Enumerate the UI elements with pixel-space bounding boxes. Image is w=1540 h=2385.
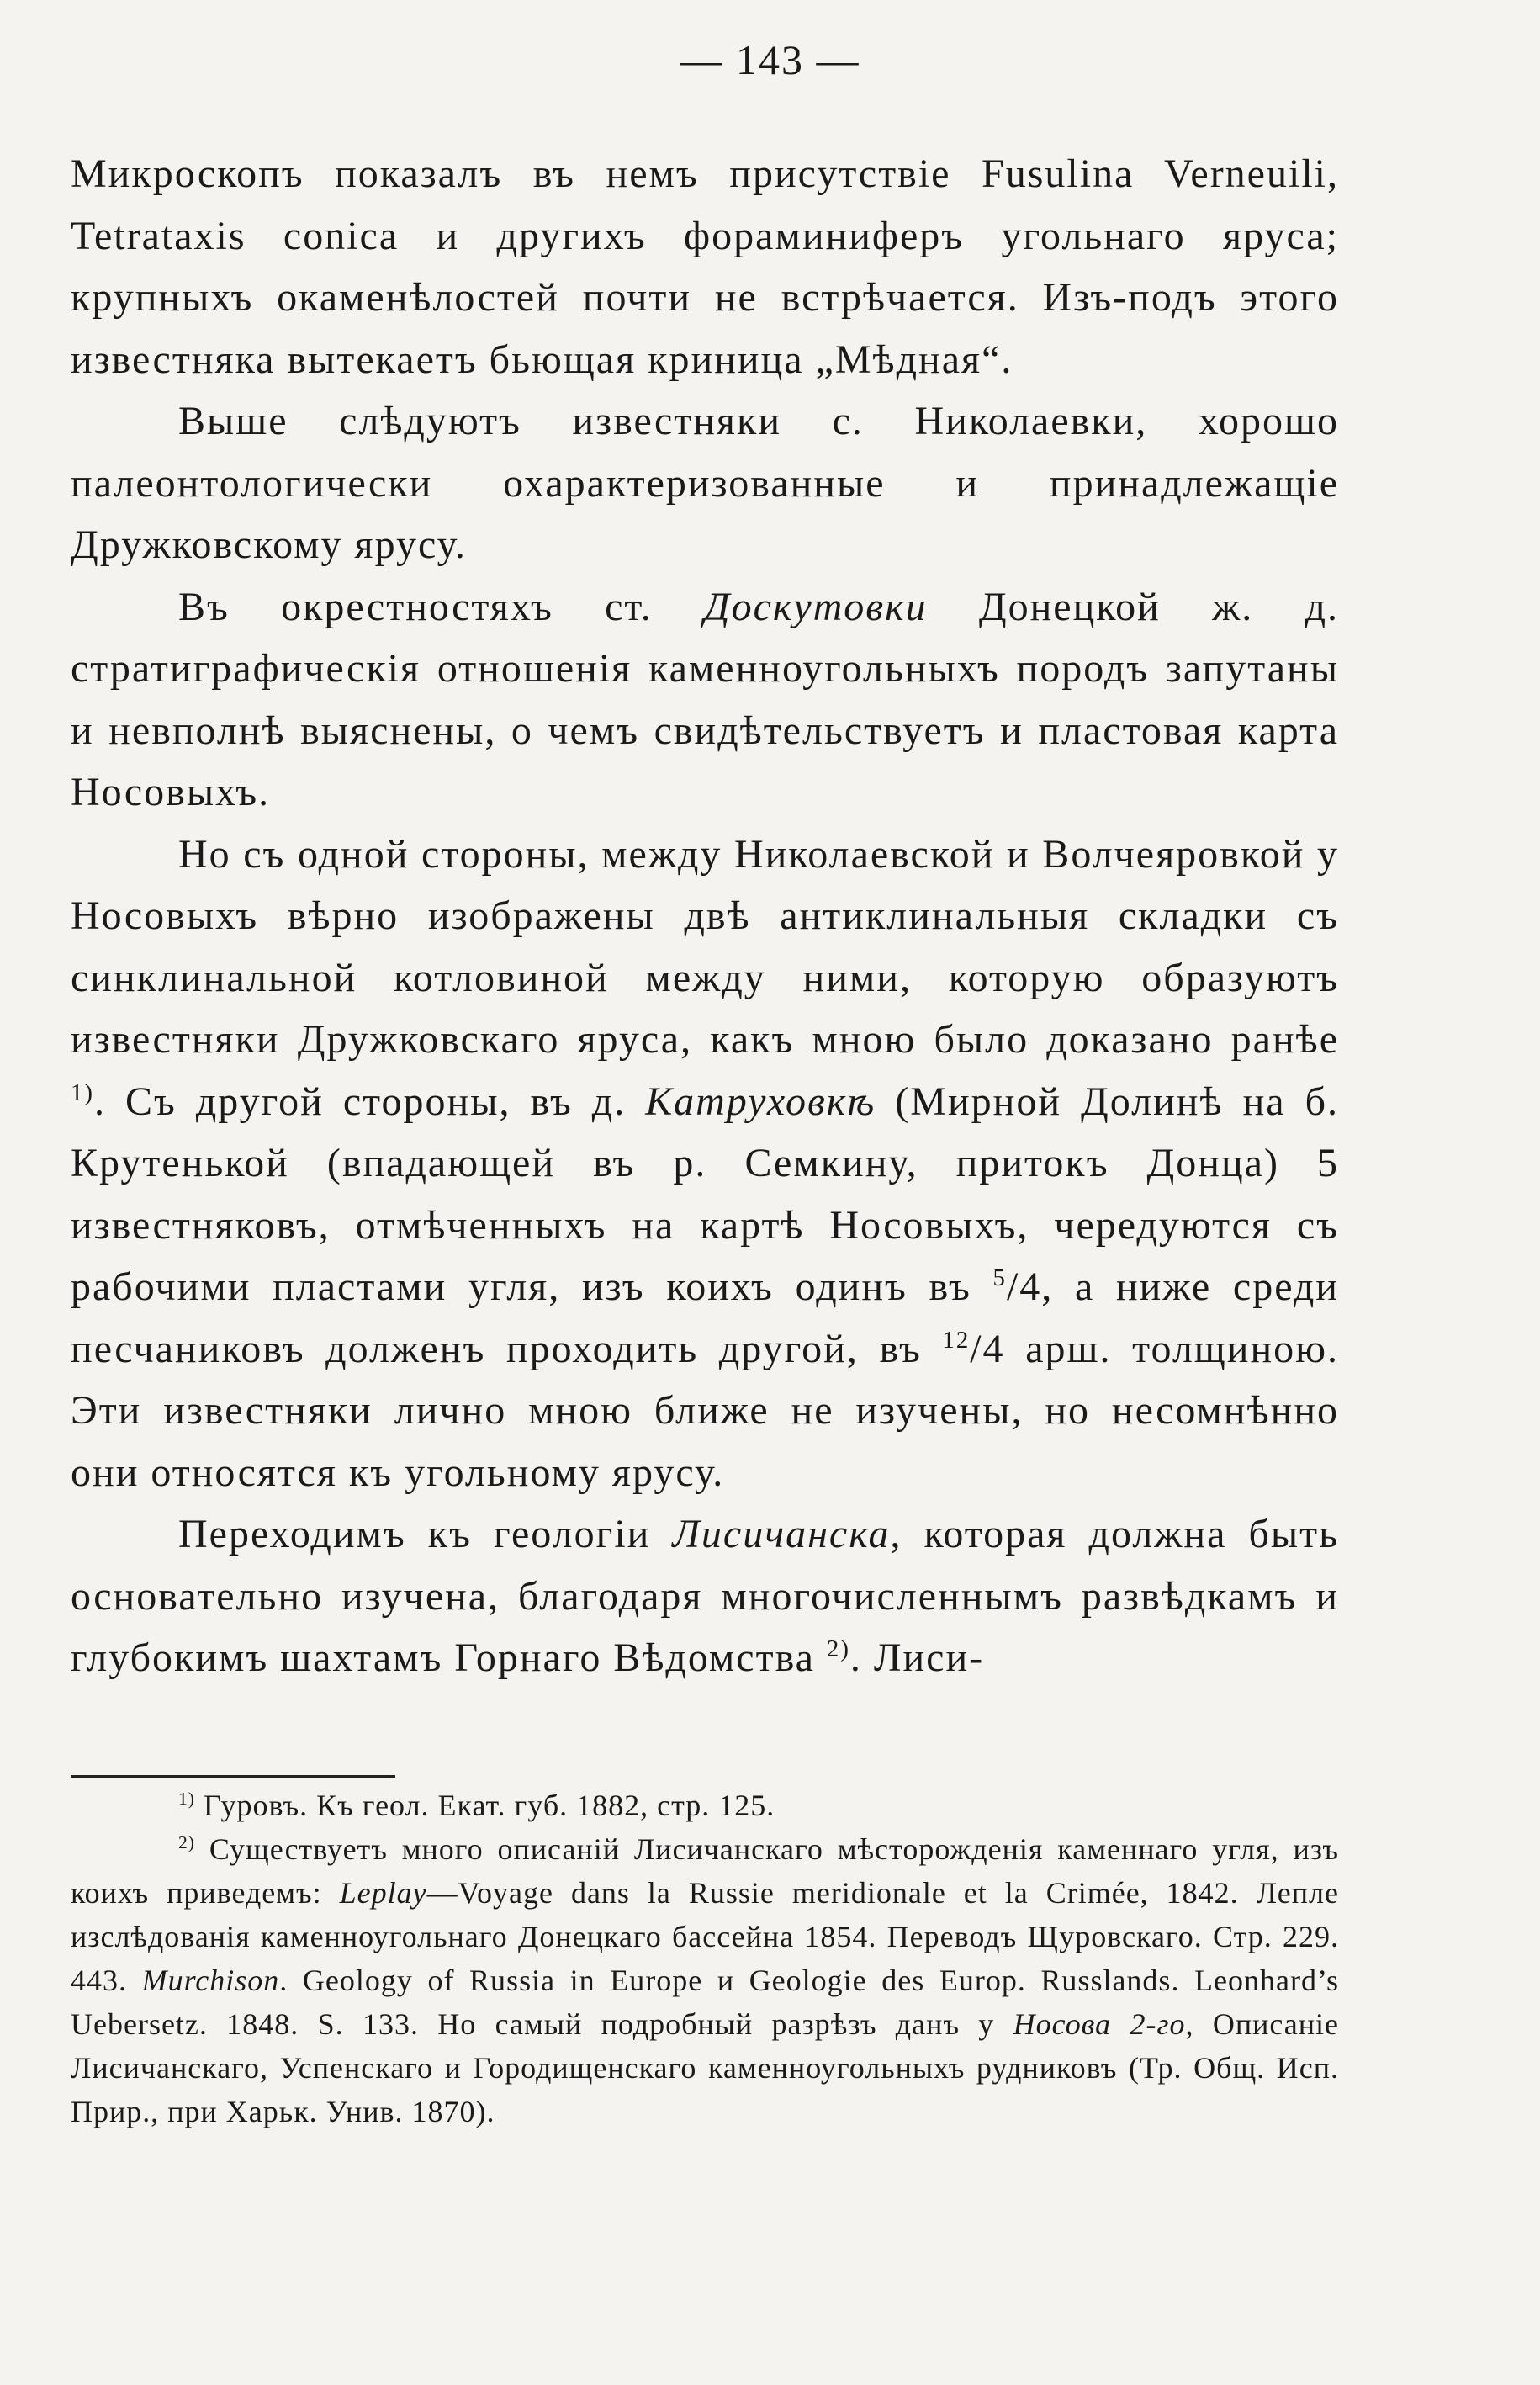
paragraph-4 [71, 824, 1339, 1504]
paragraph-1 [71, 143, 1339, 390]
paragraph-5 [71, 1503, 1339, 1689]
paragraph-5-text-b: , которая должна быть основательно изучена, благодаря многочисленнымъ развѣдкамъ и глубокимъ шахтамъ Горнаго Вѣдомства [71, 1512, 1339, 1680]
paragraph-3 [71, 576, 1339, 824]
footnote-ref-2: 2) [826, 1635, 850, 1662]
paragraph-3-text-a: Въ окрестностяхъ ст. [178, 584, 705, 629]
paragraph-2 [71, 390, 1339, 576]
paragraph-2-text: Выше слѣдуютъ известняки с. Николаевки, хорошо палеонтологически охарактеризованные и принадлежащіе Дружковскому ярусу. [71, 399, 1339, 567]
footnote-1-marker: 1) [178, 1789, 195, 1809]
footnote-2-text-a: Существуетъ много описаній Лисичанскаго мѣсторожденія каменнаго угля, изъ коихъ приведемъ: [71, 1832, 1339, 1910]
paragraph-4-text-d: /4, а ниже среди песчаниковъ долженъ проходить другой, въ [71, 1264, 1339, 1371]
place-name-lisichanska: Лисичанска [672, 1512, 891, 1556]
author-murchison: Murchison [141, 1964, 280, 1997]
paragraph-5-text-a: Переходимъ къ геологіи [178, 1512, 673, 1556]
place-name-katrukhovke: Катруховкѣ [645, 1079, 876, 1124]
page-number: — 143 — [680, 36, 860, 83]
footnote-2-text-c: . Geology of Russia in Europe и Geologie des Europ. Russlands. Leonhard’s Uebersetz. 1848. S. 133. Но самый подробный разрѣзъ данъ у [71, 1964, 1339, 2041]
footnote-2 [71, 1827, 1339, 2133]
paragraph-4-text-b: . Съ другой стороны, въ д. [94, 1079, 646, 1124]
footnote-1-text: Гуровъ. Къ геол. Екат. губ. 1882, стр. 125. [195, 1789, 775, 1822]
place-name-loskutovki: Доскутовки [704, 584, 928, 629]
fraction-numerator-12: 12 [942, 1326, 971, 1354]
footnote-divider [71, 1775, 395, 1778]
paragraph-3-text-b: Донецкой ж. д. стратиграфическія отношенія каменноугольныхъ породъ запутаны и невполнѣ выяснены, о чемъ свидѣтельствуетъ и пластовая карта Носовыхъ. [71, 584, 1339, 814]
footnote-1 [71, 1783, 1339, 1827]
paragraph-4-text-c: (Мирной Долинѣ на б. Крутенькой (впадающей въ р. Семкину, притокъ Донца) 5 известняковъ, отмѣченныхъ на картѣ Носовыхъ, чередуются съ рабочими пластами угля, изъ коихъ одинъ въ [71, 1079, 1340, 1309]
author-nosov: Носова 2-го [1013, 2007, 1186, 2041]
main-text [71, 143, 1339, 1689]
footnotes [71, 1783, 1339, 2133]
fraction-numerator-5: 5 [992, 1264, 1007, 1291]
paragraph-4-text-e: /4 арш. толщиною. Эти известняки лично мною ближе не изучены, но несомнѣнно они относятся къ угольному ярусу. [71, 1326, 1339, 1495]
footnote-2-text-b: —Voyage dans la Russie meridionale et la Crimée, 1842. Лепле изслѣдованія каменноугольнаго Донецкаго бассейна 1854. Переводъ Щуровскаго. Стр. 229. 443. [71, 1876, 1339, 1997]
paragraph-5-text-c: . Лиси- [849, 1635, 985, 1680]
author-leplay: Leplay [339, 1876, 427, 1910]
paragraph-4-text-a: Но съ одной стороны, между Николаевской и Волчеяровкой у Носовыхъ вѣрно изображены двѣ антиклинальныя складки съ синклинальной котловиной между ними, которую образуютъ известняки Дружковскаго яруса, какъ мною было доказано ранѣе [71, 831, 1339, 1062]
footnote-2-marker: 2) [178, 1832, 195, 1852]
footnote-ref-1: 1) [71, 1079, 94, 1106]
paragraph-1-text: Микроскопъ показалъ въ немъ присутствіе Fusulina Verneuili, Tetrataxis conica и другихъ фораминиферъ угольнаго яруса; крупныхъ окаменѣлостей почти не встрѣчается. Изъ-подъ этого известняка вытекаетъ бьющая криница „Мѣдная“. [71, 151, 1339, 382]
footnote-2-text-d: , Описаніе Лисичанскаго, Успенскаго и Городищенскаго каменноугольныхъ рудниковъ (Тр. Общ. Исп. Прир., при Харьк. Унив. 1870). [71, 2007, 1340, 2128]
